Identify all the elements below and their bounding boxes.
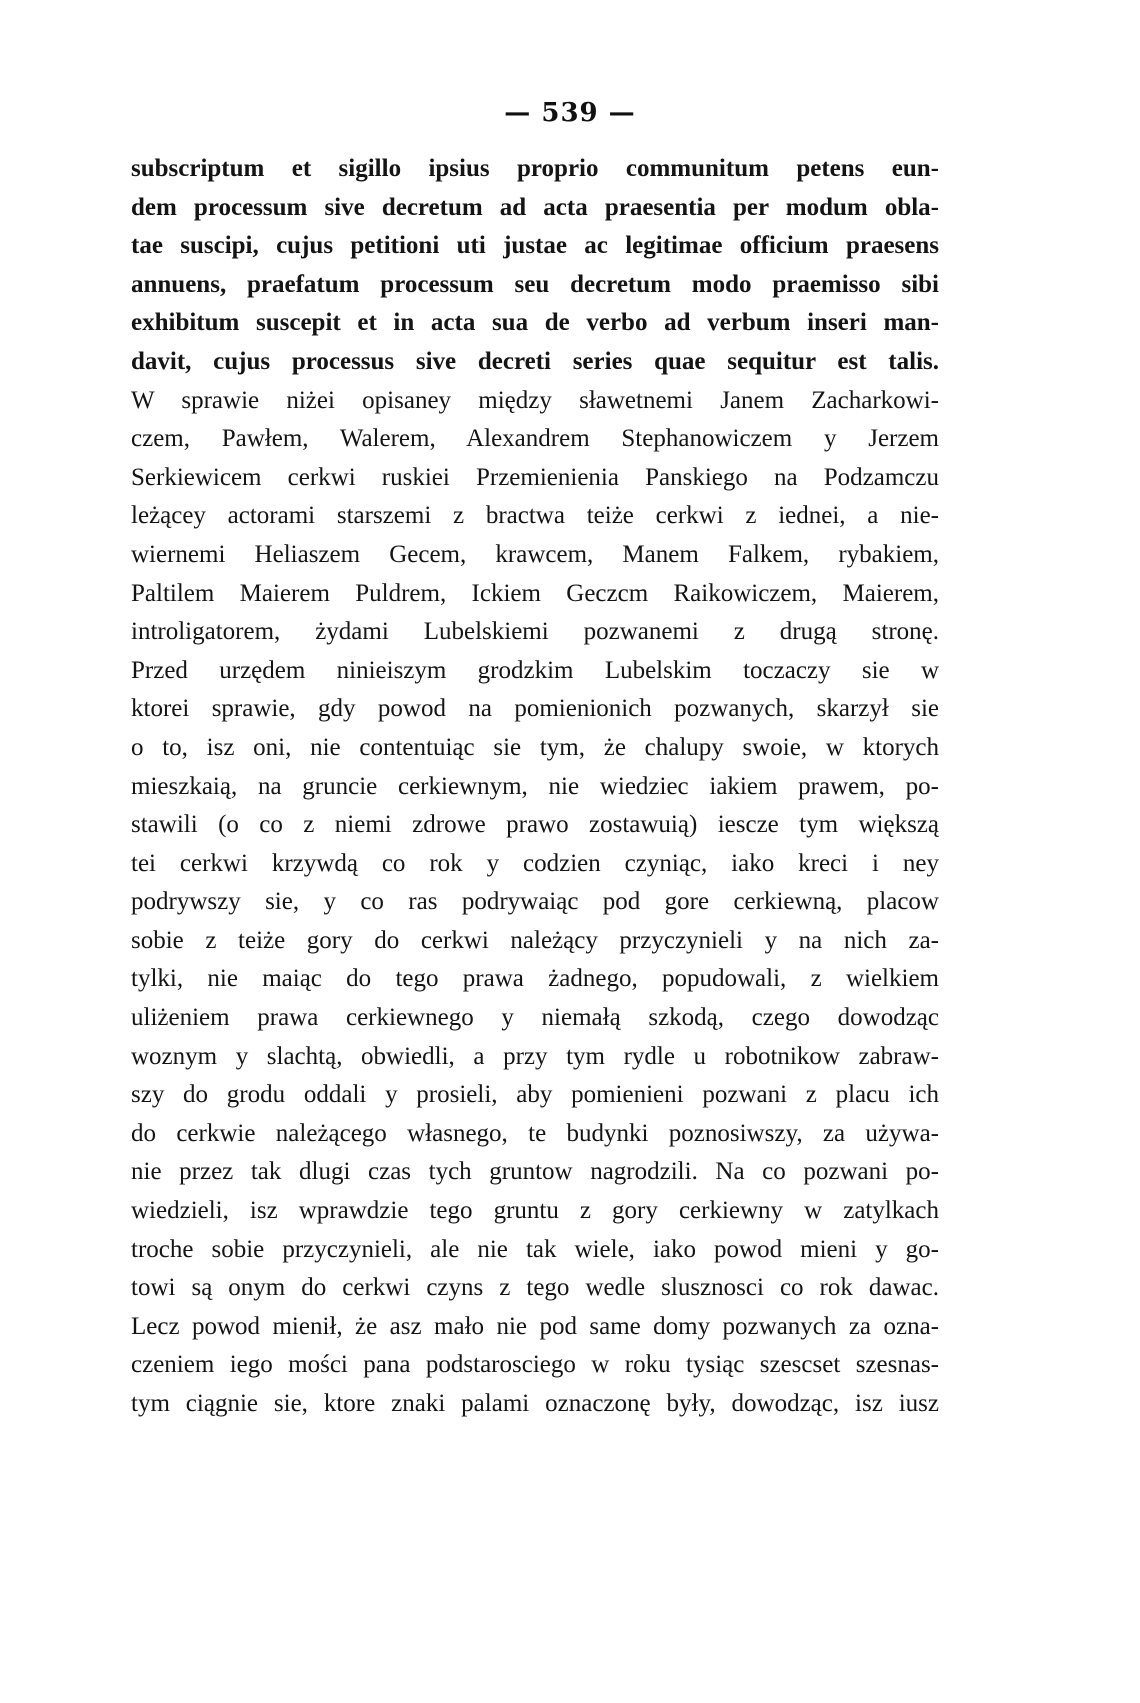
text-line: Przed urzędem ninieiszym grodzkim Lubelskim toczaczy sie w [131, 656, 939, 684]
text-line: Lecz powod mienił, że asz mało nie pod same domy pozwanych za ozna- [131, 1312, 939, 1340]
text-line: exhibitum suscepit et in acta sua de verbo ad verbum inseri man- [131, 309, 939, 337]
text-line: towi są onym do cerkwi czyns z tego wedle slusznosci co rok dawac. [131, 1274, 939, 1302]
text-line: czem, Pawłem, Walerem, Alexandrem Stephanowiczem y Jerzem [131, 425, 939, 453]
text-line: subscriptum et sigillo ipsius proprio communitum petens eun- [131, 155, 939, 182]
text-line: wiernemi Heliaszem Gecem, krawcem, Manem Falkem, rybakiem, [131, 540, 939, 568]
text-line: szy do grodu oddali y prosieli, aby pomienieni pozwani z placu ich [131, 1081, 939, 1109]
text-line: o to, isz oni, nie contentuiąc sie tym, że chalupy swoie, w ktorych [131, 733, 939, 761]
text-line: woznym y slachtą, obwiedli, a przy tym rydle u robotnikow zabraw- [131, 1042, 939, 1070]
text-line: Serkiewicem cerkwi ruskiei Przemienienia Panskiego na Podzamczu [131, 463, 939, 491]
text-line: troche sobie przyczynieli, ale nie tak wiele, iako powod mieni y go- [131, 1235, 939, 1263]
body-text [131, 150, 939, 1424]
text-line: sobie z teiże gory do cerkwi należący przyczynieli y na nich za- [131, 926, 939, 954]
text-line: do cerkwie należącego własnego, te budynki poznosiwszy, za używa- [131, 1119, 939, 1147]
text-line: ktorei sprawie, gdy powod na pomienionich pozwanych, skarzył sie [131, 695, 939, 723]
text-line: tae suscipi, cujus petitioni uti justae ac legitimae officium praesens [131, 232, 939, 260]
text-line: stawili (o co z niemi zdrowe prawo zostawuią) iescze tym większą [131, 811, 939, 839]
text-line: dem processum sive decretum ad acta praesentia per modum obla- [131, 193, 939, 221]
text-line: uliżeniem prawa cerkiewnego y niemałą szkodą, czego dowodząc [131, 1004, 939, 1032]
text-line: leżącey actorami starszemi z bractwa teiże cerkwi z iednei, a nie- [131, 502, 939, 530]
text-line: czeniem iego mości pana podstarosciego w roku tysiąc szescset szesnas- [131, 1351, 939, 1379]
text-line: wiedzieli, isz wprawdzie tego gruntu z gory cerkiewny w zatylkach [131, 1197, 939, 1225]
text-line: introligatorem, żydami Lubelskiemi pozwanemi z drugą stronę. [131, 618, 939, 646]
text-line: Paltilem Maierem Puldrem, Ickiem Geczcm Raikowiczem, Maierem, [131, 579, 939, 607]
text-line: mieszkaią, na gruncie cerkiewnym, nie wiedziec iakiem prawem, po- [131, 772, 939, 800]
text-line: tym ciągnie sie, ktore znaki palami oznaczonę były, dowodząc, isz iusz [131, 1390, 939, 1417]
page-number: — 539 — [504, 98, 636, 128]
text-line: tei cerkwi krzywdą co rok y codzien czyniąc, iako kreci i ney [131, 849, 939, 877]
text-line: davit, cujus processus sive decreti series quae sequitur est talis. [131, 347, 939, 375]
text-line: annuens, praefatum processum seu decretum modo praemisso sibi [131, 270, 939, 298]
text-line: podrywszy sie, y co ras podrywaiąc pod gore cerkiewną, placow [131, 888, 939, 916]
text-line: tylki, nie maiąc do tego prawa żadnego, popudowali, z wielkiem [131, 965, 939, 993]
text-line: nie przez tak dlugi czas tych gruntow nagrodzili. Na co pozwani po- [131, 1158, 939, 1186]
text-line: W sprawie niżei opisaney między sławetnemi Janem Zacharkowi- [131, 386, 939, 414]
